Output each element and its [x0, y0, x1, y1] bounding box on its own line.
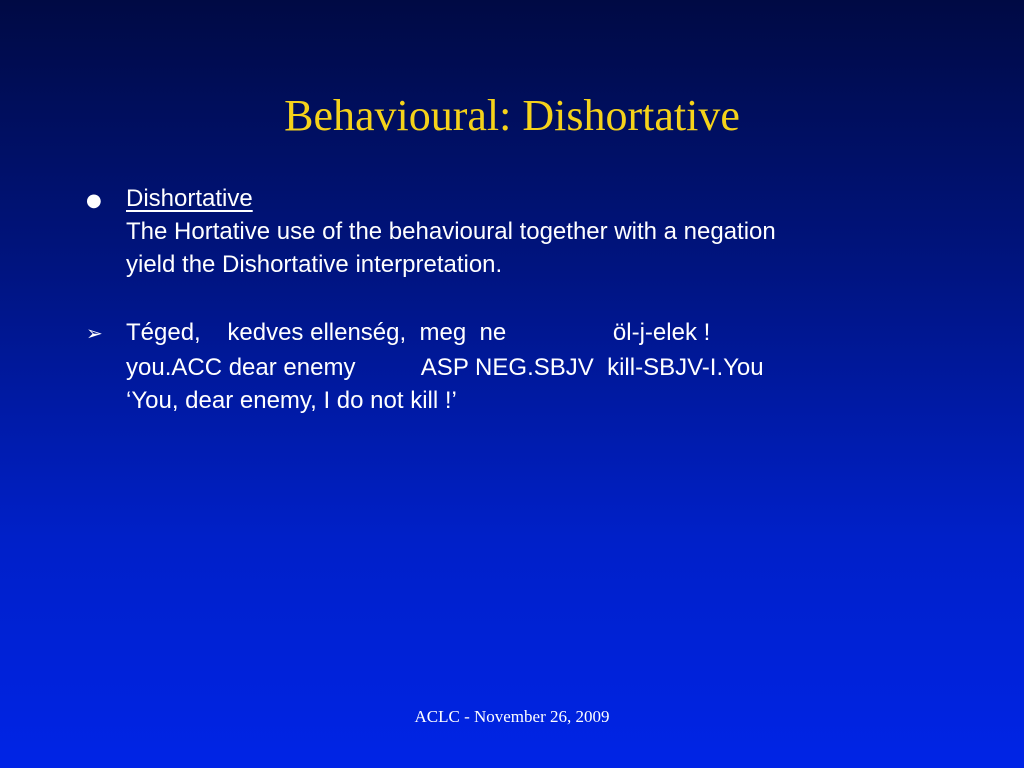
- arrow-bullet-icon: ➢: [86, 321, 103, 345]
- bullet-heading: Dishortative: [126, 185, 253, 212]
- bullet-dot-icon: ●: [86, 190, 102, 211]
- slide-title: Behavioural: Dishortative: [284, 91, 740, 140]
- example-hungarian-line: Téged, kedves ellenség, meg ne öl-j-elek !: [126, 319, 711, 346]
- example-translation-line: ‘You, dear enemy, I do not kill !’: [126, 387, 457, 414]
- example-gloss-line: you.ACC dear enemy ASP NEG.SBJV kill-SBJV-I.You: [126, 354, 764, 381]
- bullet-text-line: yield the Dishortative interpretation.: [126, 251, 503, 278]
- slide-footer: ACLC - November 26, 2009: [414, 707, 610, 726]
- bullet-text-line: The Hortative use of the behavioural together with a negation: [126, 218, 776, 245]
